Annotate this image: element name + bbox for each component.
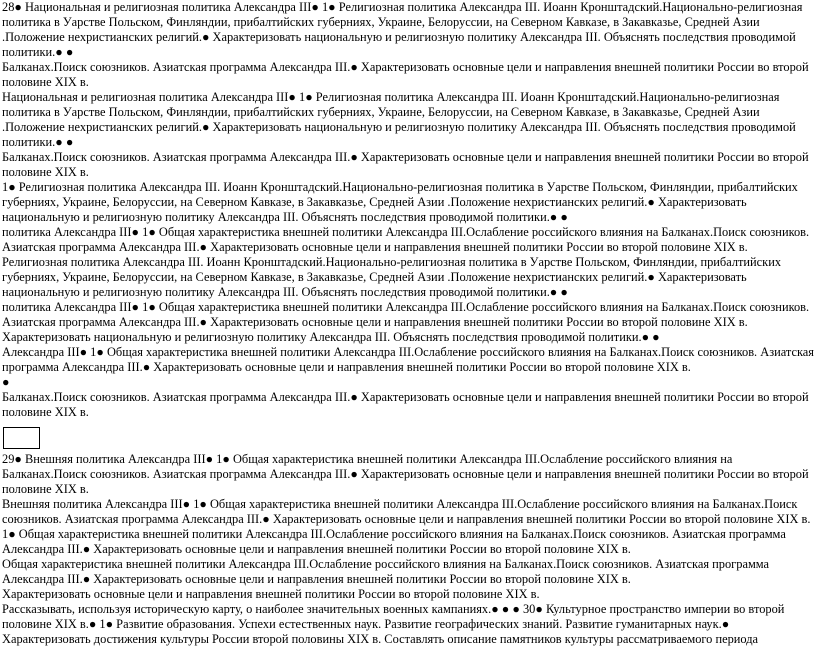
paragraph: ● bbox=[2, 375, 10, 389]
paragraph: 28● Национальная и религиозная политика Александра III● 1● Религиозная политика Александра III. Иоанн Кронштадский.Национально-религиозная политика в Уарстве Польском, Финляндии, прибалтийских губерниях, Украине, Белоруссии, на Северном Кавказе, в Закавказье, Средней Азии .Положение нехристианских религий.● Характеризовать национальную и религиозную политику Александра III. Объяснять последствия проводимой политики.● ● bbox=[2, 0, 803, 59]
paragraph: Характеризовать национальную и религиозную политику Александра III. Объяснять последствия проводимой политики.● ● bbox=[2, 330, 660, 344]
paragraph: Характеризовать основные цели и направления внешней политики России во второй половине XIX в. bbox=[2, 587, 540, 601]
paragraph: Общая характеристика внешней политики Александра III.Ослабление российского влияния на Балканах.Поиск союзников. Азиатская программа Александра III.● Характеризовать основные цели и направления внешней политики России во второй половине XIX в. bbox=[2, 557, 770, 586]
paragraph: Балканах.Поиск союзников. Азиатская программа Александра III.● Характеризовать основные цели и направления внешней политики России во второй половине XIX в. bbox=[2, 60, 809, 89]
paragraph: политика Александра III● 1● Общая характеристика внешней политики Александра III.Ослабление российского влияния на Балканах.Поиск союзников. Азиатская программа Александра III.● Характеризовать основные цели и направления внешней политики России во второй половине XIX в. bbox=[2, 300, 810, 329]
paragraph: Александра III● 1● Общая характеристика внешней политики Александра III.Ослабление российского влияния на Балканах.Поиск союзников. Азиатская программа Александра III.● Характеризовать основные цели и направления внешней политики России во второй половине XIX в. bbox=[2, 345, 815, 374]
paragraph: Рассказывать, используя историческую карту, о наиболее значительных военных кампаниях.● ● ● 30● Культурное пространство империи во второй половине XIX в.● 1● Развитие образования. Успехи естественных наук. Развитие географических знаний. Развитие гуманитарных наук.● Характеризовать достижения культуры России второй половины XIX в. Составлять описание памятников культуры рассматриваемого периода bbox=[2, 602, 785, 646]
paragraph: Балканах.Поиск союзников. Азиатская программа Александра III.● Характеризовать основные цели и направления внешней политики России во второй половине XIX в. bbox=[2, 390, 809, 419]
paragraph: 1● Религиозная политика Александра III. Иоанн Кронштадский.Национально-религиозная политика в Уарстве Польском, Финляндии, прибалтийских губерниях, Украине, Белоруссии, на Северном Кавказе, в Закавказье, Средней Азии .Положение нехристианских религий.● Характеризовать национальную и религиозную политику Александра III. Объяснять последствия проводимой политики.● ● bbox=[2, 180, 798, 224]
paragraph: 29● Внешняя политика Александра III● 1● Общая характеристика внешней политики Александра III.Ослабление российского влияния на Балканах.Поиск союзников. Азиатская программа Александра III.● Характеризовать основные цели и направления внешней политики России во второй половине XIX в. bbox=[2, 452, 809, 496]
paragraph: 1● Общая характеристика внешней политики Александра III.Ослабление российского влияния на Балканах.Поиск союзников. Азиатская программа Александра III.● Характеризовать основные цели и направления внешней политики России во второй половине XIX в. bbox=[2, 527, 786, 556]
paragraph: Балканах.Поиск союзников. Азиатская программа Александра III.● Характеризовать основные цели и направления внешней политики России во второй половине XIX в. bbox=[2, 150, 809, 179]
paragraph: Религиозная политика Александра III. Иоанн Кронштадский.Национально-религиозная политика в Уарстве Польском, Финляндии, прибалтийских губерниях, Украине, Белоруссии, на Северном Кавказе, в Закавказье, Средней Азии .Положение нехристианских религий.● Характеризовать национальную и религиозную политику Александра III. Объяснять последствия проводимой политики.● ● bbox=[2, 255, 782, 299]
paragraph: Внешняя политика Александра III● 1● Общая характеристика внешней политики Александра III.Ослабление российского влияния на Балканах.Поиск союзников. Азиатская программа Александра III.● Характеризовать основные цели и направления внешней политики России во второй половине XIX в. bbox=[2, 497, 811, 526]
paragraph: Национальная и религиозная политика Александра III● 1● Религиозная политика Александра III. Иоанн Кронштадский.Национально-религиозная политика в Уарстве Польском, Финляндии, прибалтийских губерниях, Украине, Белоруссии, на Северном Кавказе, в Закавказье, Средней Азии .Положение нехристианских религий.● Характеризовать национальную и религиозную политику Александра III. Объяснять последствия проводимой политики.● ● bbox=[2, 90, 796, 149]
empty-frame-box bbox=[3, 427, 40, 449]
paragraph: политика Александра III● 1● Общая характеристика внешней политики Александра III.Ослабление российского влияния на Балканах.Поиск союзников. Азиатская программа Александра III.● Характеризовать основные цели и направления внешней политики России во второй половине XIX в. bbox=[2, 225, 810, 254]
